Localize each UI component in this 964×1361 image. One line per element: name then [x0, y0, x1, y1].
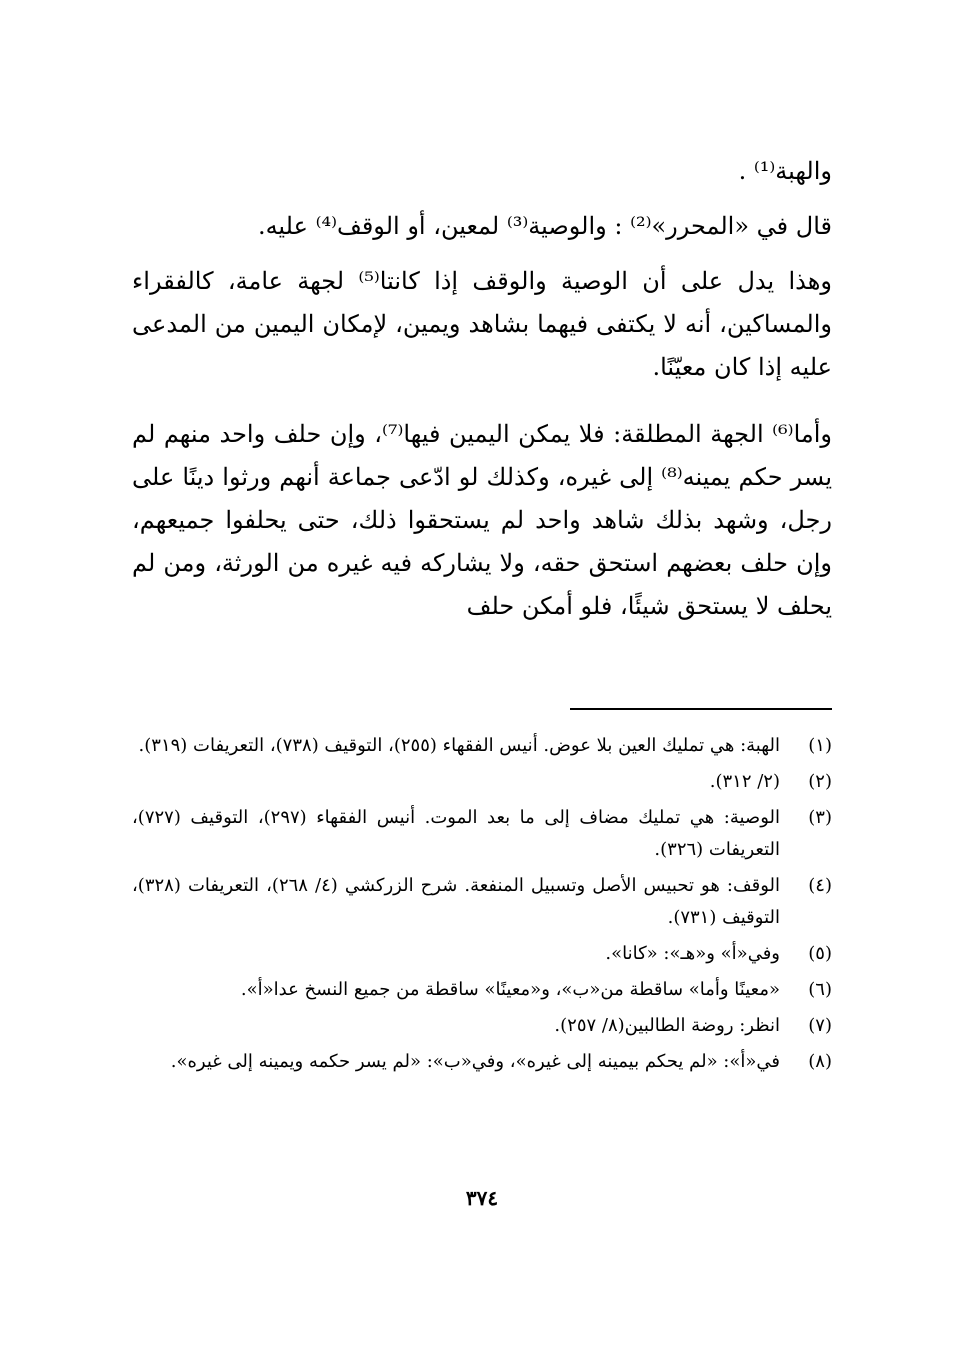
footnote [132, 1010, 832, 1042]
paragraph: والهبة⁽¹⁾ . [738, 157, 832, 185]
footnote-text: (٢/ ٣١٢). [709, 771, 780, 792]
paragraph: وأما⁽⁶⁾ الجهة المطلقة: فلا يمكن اليمين فيها⁽⁷⁾، وإن حلف واحد منهم لم يسر حكم يمينه⁽⁸⁾ إلى غيره، وكذلك لو ادّعى جماعة أنهم ورثوا دينًا على رجل، وشهد بذلك شاهد واحد لم يستحقوا ذلك، حتى يحلفوا جميعهم، وإن حلف بعضهم استحق حقه، ولا يشاركه فيه غيره من الورثة، ومن لم يحلف لا يستحق شيئًا، فلو أمكن حلف [132, 420, 832, 620]
footnote-number: (١) [808, 735, 832, 756]
footnote-text: وفي«أ» و«هـ»: «كانا». [605, 943, 780, 964]
footnote-text: الوقف: هو تحبيس الأصل وتسبيل المنفعة. شرح الزركشي (٤/ ٢٦٨)، التعريفات (٣٢٨)، التوقيف (٧٣١). [132, 875, 780, 928]
footnote-text: «معينًا وأما» ساقطة من«ب»، و«معينًا» ساقطة من جميع النسخ عدا«أ». [240, 979, 780, 1000]
footnote [132, 1046, 832, 1078]
paragraph: وهذا يدل على أن الوصية والوقف إذا كانتا⁽⁵⁾ لجهة عامة، كالفقراء والمساكين، أنه لا يكتفى فيهما بشاهد ويمين، لإمكان اليمين من المدعى عليه إذا كان معيّنًا. [132, 267, 832, 381]
footnote [132, 730, 832, 762]
footnote-number: (٧) [808, 1015, 832, 1036]
footnote-text: الهبة: هي تمليك العين بلا عوض. أنيس الفقهاء (٢٥٥)، التوقيف (٧٣٨)، التعريفات (٣١٩). [138, 735, 780, 756]
footnote [132, 766, 832, 798]
footnote-number: (٦) [808, 979, 832, 1000]
footnote-separator [570, 708, 832, 710]
footnote-number: (٣) [808, 807, 832, 828]
footnote-text: انظر: روضة الطالبين(٨/ ٢٥٧). [554, 1015, 780, 1036]
footnote-text: الوصية: هي تمليك مضاف إلى ما بعد الموت. أنيس الفقهاء (٢٩٧)، التوقيف (٧٢٧)، التعريفات (٣٢٦). [132, 807, 780, 860]
footnote-text: في«أ»: «لم يحكم بيمينه إلى غيره»، وفي«ب»: «لم يسر حكمه ويمينه إلى غيره». [170, 1051, 780, 1072]
footnote [132, 938, 832, 970]
page-number: ٣٧٤ [465, 1186, 499, 1210]
footnote-number: (٥) [808, 943, 832, 964]
footnote-number: (٢) [808, 771, 832, 792]
footnote [132, 974, 832, 1006]
footnotes [132, 730, 832, 1082]
footnote-number: (٨) [808, 1051, 832, 1072]
footnote [132, 870, 832, 934]
footnote [132, 802, 832, 866]
main-text [132, 150, 832, 628]
footnote-number: (٤) [808, 875, 832, 896]
paragraph: قال في «المحرر»⁽²⁾ : والوصية⁽³⁾ لمعين، أو الوقف⁽⁴⁾ عليه. [257, 212, 832, 240]
